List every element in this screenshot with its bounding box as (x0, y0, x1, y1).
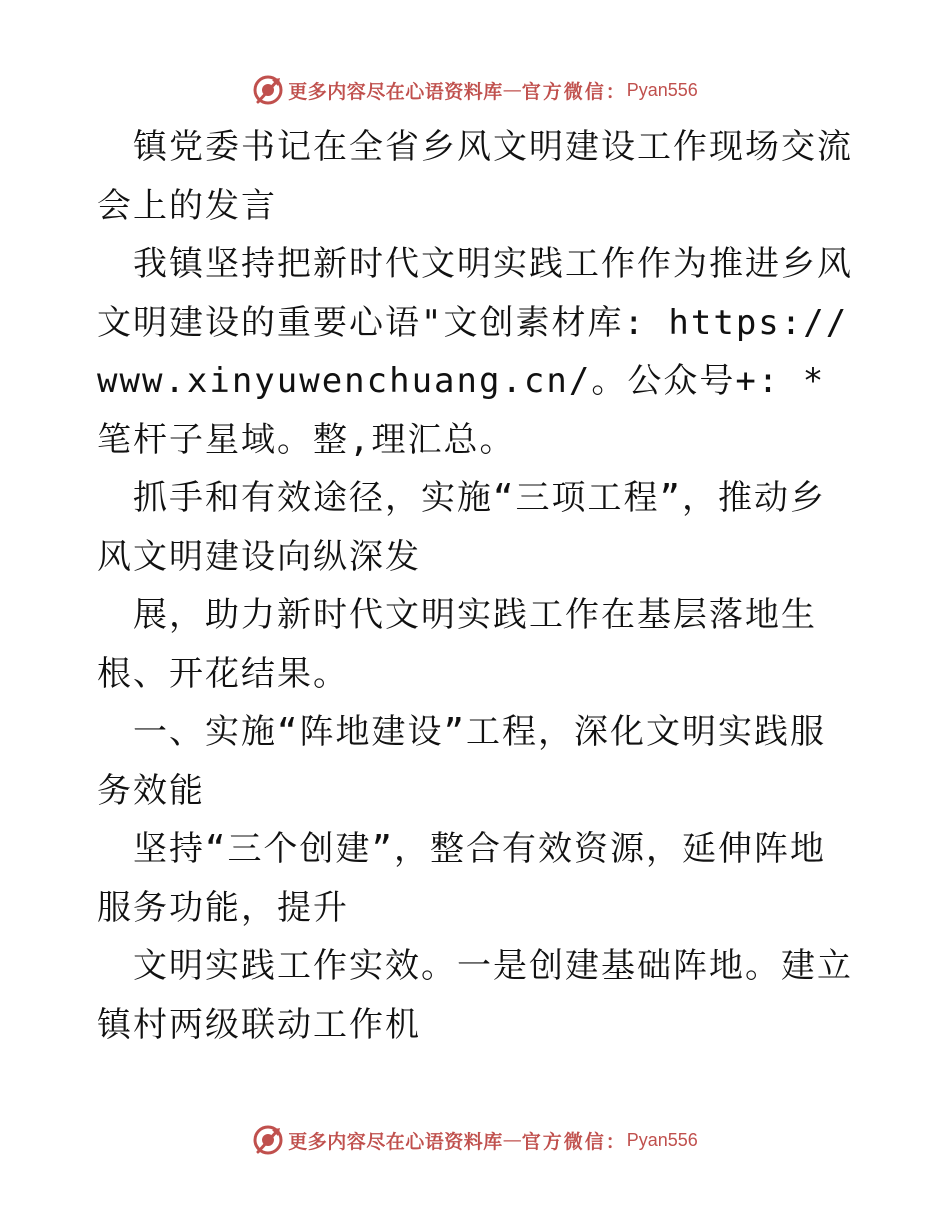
quill-logo-icon (252, 74, 284, 106)
document-paragraph: 抓手和有效途径，实施“三项工程”，推动乡风文明建设向纵深发 (97, 478, 826, 577)
header-watermark-banner (0, 70, 950, 110)
banner-separator: — (502, 79, 522, 101)
banner-brand-text: 更多内容尽在心语资料库 (288, 80, 503, 103)
document-title: 镇党委书记在全省乡风文明建设工作现场交流会上的发言 (97, 127, 853, 226)
banner-official-label: 官方微信： (521, 1130, 627, 1153)
document-paragraph: 坚持“三个创建”，整合有效资源，延伸阵地服务功能，提升 (97, 829, 826, 928)
quill-logo-icon (252, 1124, 284, 1156)
banner-wechat-id: Pyan556 (626, 1129, 698, 1150)
document-paragraph: 文明实践工作实效。一是创建基础阵地。建立镇村两级联动工作机 (97, 946, 853, 1045)
document-paragraph: 我镇坚持把新时代文明实践工作作为推进乡风文明建设的重要心语"文创素材库: https://www.xinyuwenchuang.cn/。公众号+: *笔杆子星域。整,理汇总。 (97, 244, 853, 460)
footer-watermark-banner (0, 1120, 950, 1160)
banner-wechat-id: Pyan556 (626, 79, 698, 100)
section-heading: 一、实施“阵地建设”工程，深化文明实践服务效能 (97, 712, 826, 811)
banner-brand-text: 更多内容尽在心语资料库 (288, 1130, 503, 1153)
document-body (97, 118, 857, 1054)
banner-separator: — (502, 1129, 522, 1151)
document-paragraph: 展，助力新时代文明实践工作在基层落地生根、开花结果。 (97, 595, 817, 694)
banner-official-label: 官方微信： (521, 80, 627, 103)
